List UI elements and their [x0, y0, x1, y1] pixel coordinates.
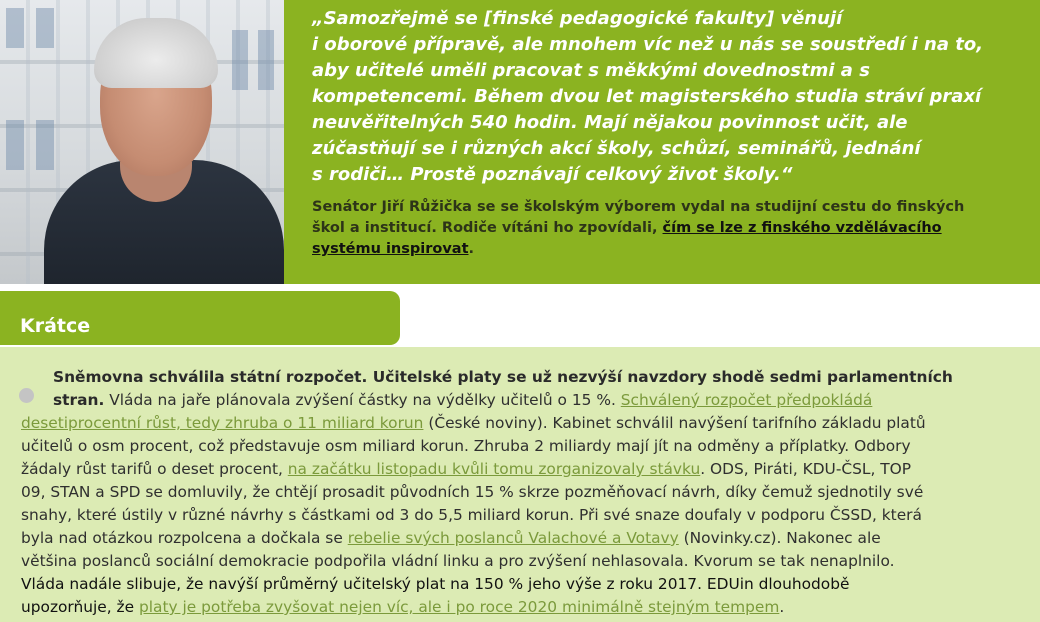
news-lead: stran. — [53, 391, 105, 409]
news-text: byla nad otázkou rozpolcena a dočkala se — [21, 529, 348, 547]
building-window — [6, 120, 24, 170]
rebellion-article-link[interactable]: rebelie svých poslanců Valachové a Votavy — [347, 529, 679, 547]
caption-text: škol a institucí. Rodiče vítáni ho zpovídali, — [312, 220, 663, 236]
news-text: snahy, které ústily v různé návrhy s částkami od 3 do 5,5 miliard korun. Při své snaze doufaly v podporu ČSSD, která — [21, 506, 922, 524]
divider — [300, 284, 1040, 286]
news-text: většina poslanců sociální demokracie podpořila vládní linku a pro zvýšení nehlasovala. Kvorum se tak nenaplnilo. — [21, 552, 895, 570]
quote-line: s rodiči… Prostě poznávají celkový život školy.“ — [312, 164, 793, 185]
building-window — [36, 8, 54, 48]
portrait-hair — [94, 18, 218, 88]
quote-line: i oborové přípravě, ale mnohem víc než u nás se soustředí i na to, — [312, 34, 984, 55]
news-text: (Novinky.cz). Nakonec ale — [678, 529, 881, 547]
news-lead: Sněmovna schválila státní rozpočet. Učitelské platy se už nezvýší navzdory shodě sedmi parlamentních — [53, 368, 953, 386]
caption-text: . — [468, 241, 475, 257]
quote-line: kompetencemi. Během dvou let magisterského studia stráví praxí — [312, 86, 982, 107]
news-text: žádaly růst tarifů o deset procent, — [21, 460, 288, 478]
portrait-photo — [0, 0, 284, 284]
news-text: . ODS, Piráti, KDU-ČSL, TOP — [700, 460, 912, 478]
news-text: Vláda na jaře plánovala zvýšení částky na výdělky učitelů o 15 %. — [104, 391, 621, 409]
budget-article-link[interactable]: Schválený rozpočet předpokládá — [620, 391, 873, 409]
caption-link-text: čím se lze z finského vzdělávacího — [662, 220, 942, 236]
news-text: upozorňuje, že — [21, 598, 139, 616]
news-text: učitelů o osm procent, což představuje osm miliard korun. Zhruba 2 miliardy mají jít na odměny a příplatky. Odbory — [21, 437, 911, 455]
quote-line: aby učitelé uměli pracovat s měkkými dovednostmi a s — [312, 60, 870, 81]
news-text: . — [779, 598, 785, 616]
building-window — [6, 8, 24, 48]
quote-line: neuvěřitelných 540 hodin. Mají nějakou povinnost učit, ale — [312, 112, 908, 133]
building-window — [232, 30, 248, 90]
section-title: Krátce — [20, 315, 91, 337]
quote-text — [312, 6, 1012, 188]
quote-caption — [312, 197, 1002, 260]
budget-article-link[interactable]: desetiprocentní růst, tedy zhruba o 11 miliard korun — [21, 414, 424, 432]
building-window — [36, 120, 54, 170]
strike-article-link[interactable]: na začátku listopadu kvůli tomu zorganizovaly stávku — [287, 460, 701, 478]
news-item — [21, 366, 1025, 619]
news-text: 09, STAN a SPD se domluvily, že chtějí prosadit původních 15 % skrze pozměňovací návrh, díky čemuž sjednotily své — [21, 483, 924, 501]
quote-line: „Samozřejmě se [finské pedagogické fakulty] věnují — [312, 8, 843, 29]
news-text: Vláda nadále slibuje, že navýší průměrný učitelský plat na 150 % jeho výše z roku 2017. EDUin dlouhodobě — [21, 575, 850, 593]
salary-article-link[interactable]: platy je potřeba zvyšovat nejen víc, ale i po roce 2020 minimálně stejným tempem — [138, 598, 780, 616]
caption-link-text: systému inspirovat — [312, 241, 469, 257]
building-window — [258, 30, 274, 90]
quote-line: zúčastňují se i různých akcí školy, schůzí, seminářů, jednání — [312, 138, 921, 159]
news-text: (České noviny). Kabinet schválil navýšení tarifního základu platů — [423, 414, 926, 432]
caption-text: Senátor Jiří Růžička se se školským výborem vydal na studijní cestu do finských — [312, 199, 965, 215]
